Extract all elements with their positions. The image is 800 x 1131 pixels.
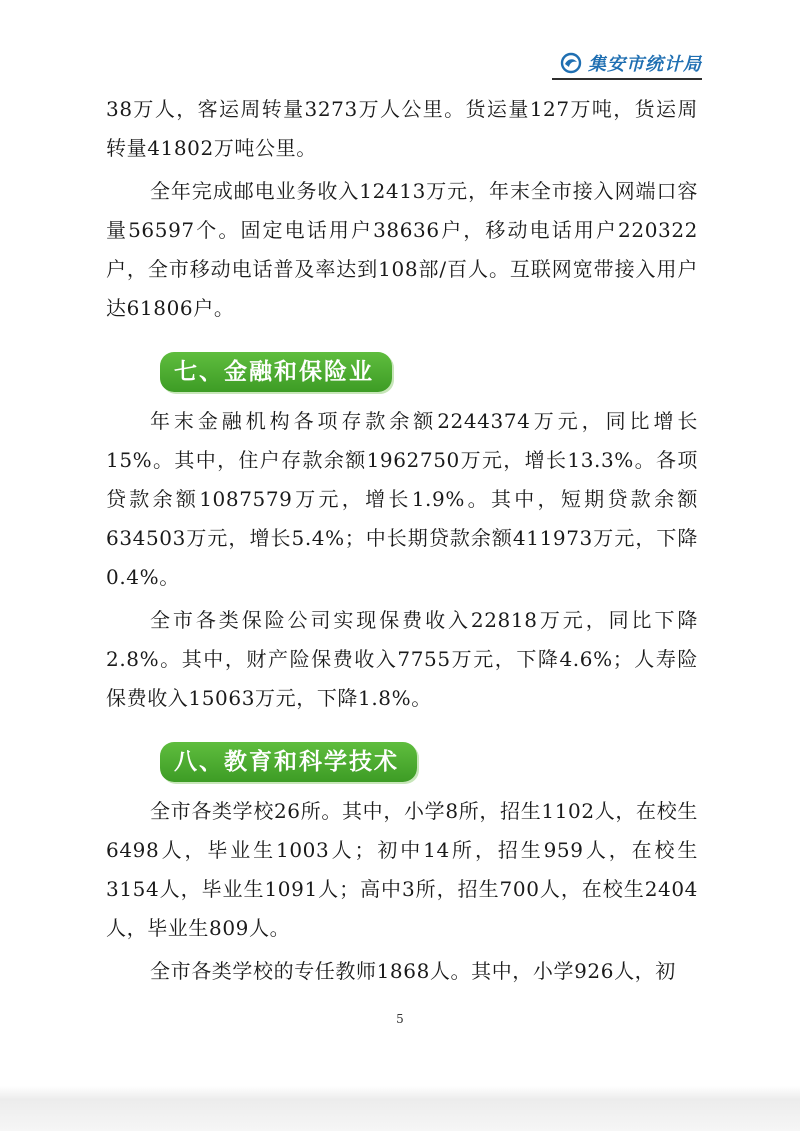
section-heading-education: 八、教育和科学技术: [160, 742, 417, 782]
page-number: 5: [396, 1012, 404, 1026]
paragraph-insurance: 全市各类保险公司实现保费收入22818万元，同比下降2.8%。其中，财产险保费收入7755万元，下降4.6%；人寿险保费收入15063万元，下降1.8%。: [106, 608, 698, 710]
paragraph-teachers: 全市各类学校的专任教师1868人。其中，小学926人，初: [150, 959, 676, 983]
section-heading-finance: 七、金融和保险业: [160, 352, 392, 392]
paragraph-post-telecom: 全年完成邮电业务收入12413万元，年末全市接入网端口容量56597个。固定电话用户38636户，移动电话用户220322户，全市移动电话普及率达到108部/百人。互联网宽带接入用户达61806户。: [106, 179, 698, 320]
paragraph-schools: 全市各类学校26所。其中，小学8所，招生1102人，在校生6498人，毕业生1003人；初中14所，招生959人，在校生3154人，毕业生1091人；高中3所，招生700人，在校生2404人，毕业生809人。: [106, 799, 698, 940]
header-org-name: 集安市统计局: [588, 54, 702, 75]
paragraph-transport: 38万人，客运周转量3273万人公里。货运量127万吨，货运周转量41802万吨公里。: [106, 97, 698, 160]
paragraph-deposits-loans: 年末金融机构各项存款余额2244374万元，同比增长15%。其中，住户存款余额1962750万元，增长13.3%。各项贷款余额1087579万元，增长1.9%。其中，短期贷款余额634503万元，增长5.4%；中长期贷款余额411973万元，下降0.4%。: [106, 409, 698, 589]
page-header: [552, 48, 702, 78]
scan-bottom-shadow: [0, 1086, 800, 1131]
document-body: [106, 90, 698, 995]
agency-swirl-icon: [560, 52, 582, 74]
header-divider: [552, 78, 702, 80]
